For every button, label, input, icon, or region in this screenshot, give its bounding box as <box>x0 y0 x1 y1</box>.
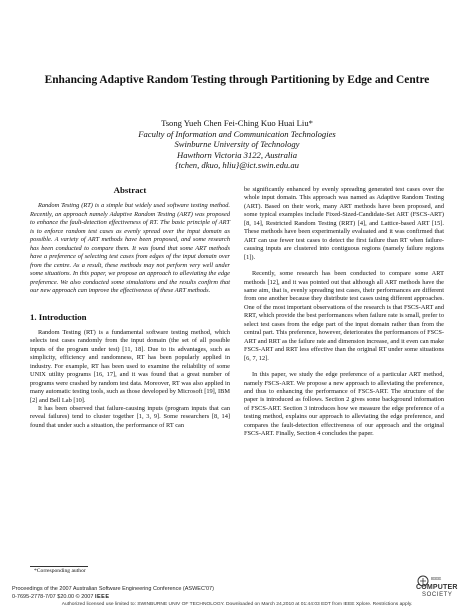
author-block <box>40 118 434 171</box>
affiliation-faculty: Faculty of Information and Communication Technologies <box>138 128 336 139</box>
logo-society-text: SOCIETY <box>422 592 453 598</box>
proceedings-footer <box>12 586 214 601</box>
affiliation-address: Hawthorn Victoria 3122, Australia <box>176 149 297 160</box>
footnote-rule <box>30 566 88 567</box>
intro-paragraph-1: Random Testing (RT) is a fundamental software testing method, which selects test cases randomly from the input domain (the set of all possible inputs of the program under test) [11, 18]. Due to its advantages, such as simplicity, efficiency and randomness, RT has been popularly applied in industry. For example, RT has been used to examine the reliability of some UNIX utility programs [16, 17], and it was found that a great number of programs were crashed by random test data. Moreover, RT was also applied in many automatic testing tools, such as those developed by Microsoft [19], IBM [2] and Bell Lab [10]. <box>30 328 230 404</box>
paper-title: Enhancing Adaptive Random Testing through Partitioning by Edge and Centre <box>44 74 430 86</box>
author-names: Tsong Yueh Chen Fei-Ching Kuo Huai Liu* <box>161 118 313 128</box>
footnote: *Corresponding author <box>34 568 86 574</box>
authorized-use-notice: Authorized licensed use limited to: SWINBURNE UNIV OF TECHNOLOGY. Downloaded on March 24,2010 at 01:44:03 EDT from IEEE Xplore. Restrictions apply. <box>61 602 413 607</box>
logo-computer-text: COMPUTER <box>416 584 458 591</box>
right-column <box>244 186 444 439</box>
logo-ieee-text: IEEE <box>431 576 442 581</box>
computer-society-logo <box>414 573 460 603</box>
proceedings-line: Proceedings of the 2007 Australian Software Engineering Conference (ASWEC'07) <box>12 586 214 592</box>
right-paragraph-2: Recently, some research has been conducted to compare some ART methods [12], and it was pointed out that although all ART methods have the same aim, that is, evenly spreading test cases, their performances are different from one another because they distribute test cases using different approaches. One of the most important observations of the research is that FSCS-ART and RRT, which provide the best performances when failure rate is small, prefer to select test cases from the edge part of the input domain rather than from the central part. This preference, however, deteriorates the performances of FSCS-ART and RRT as the failure rate and dimension increase, and it even can make FSCS-ART and RRT less effective than the original RT under some situations [6, 7, 12]. <box>244 270 444 362</box>
intro-paragraph-2: It has been observed that failure-causing inputs (program inputs that can reveal failures) tend to cluster together [1, 3, 9]. Some researchers [8, 14] found that under such a situation, the performance of RT can <box>30 404 230 429</box>
abstract-text: Random Testing (RT) is a simple but widely used software testing method. Recently, an approach namely Adaptive Random Testing (ART) was proposed to enhance the fault-detection effectiveness of RT. The basic principle of ART is to enforce random test cases as evenly spread over the input domain as possible. A variety of ART methods have been proposed, and some research has been conducted to compare them. It was found that some ART methods have a preference of selecting test cases from edges of the input domain over from the centre. As a result, these methods may not perform very well under some situations. In this paper, we propose an approach to alleviating the edge preference. We also conducted some simulations and the results confirm that our new approach can improve the effectiveness of these ART methods. <box>30 202 230 294</box>
right-paragraph-3: In this paper, we study the edge preference of a particular ART method, namely FSCS-ART. We propose a new approach to alleviating the preference, and thus to enhancing the performance of FSCS-ART. The structure of the paper is introduced as follows. Section 2 gives some background information of FSCS-ART. Section 3 introduces how we measure the edge preference of a testing method, explains our approach to alleviating the edge preference, and compares the fault-detection effectiveness of our approach and the original FSCS-ART. Finally, Section 4 concludes the paper. <box>244 371 444 438</box>
abstract-heading: Abstract <box>113 185 147 195</box>
author-emails: {tchen, dkuo, hliu}@ict.swin.edu.au <box>175 160 299 170</box>
introduction-heading: 1. Introduction <box>30 312 87 323</box>
isbn-line: 0-7695-2778-7/07 $20.00 © 2007 <box>12 593 94 600</box>
ieee-mark: IEEE <box>94 593 110 600</box>
affiliation-university: Swinburne University of Technology <box>174 139 300 149</box>
left-column <box>30 186 230 430</box>
right-paragraph-1: be significantly enhanced by evenly spreading generated test cases over the whole input domain. This approach was named as Adaptive Random Testing (ART). Based on their work, many ART methods have been proposed, and some typical examples include Fixed-Sized-Candidate-Set ART (FSCS-ART) [8, 14], Restricted Random Testing (RRT) [4], and Lattice-based ART [15]. These methods have been experimentally evaluated and it was confirmed that ART can use fewer test cases to detect the first failure than RT when failure-causing inputs are clustered into contiguous regions (namely failure regions [1]). <box>244 186 444 261</box>
